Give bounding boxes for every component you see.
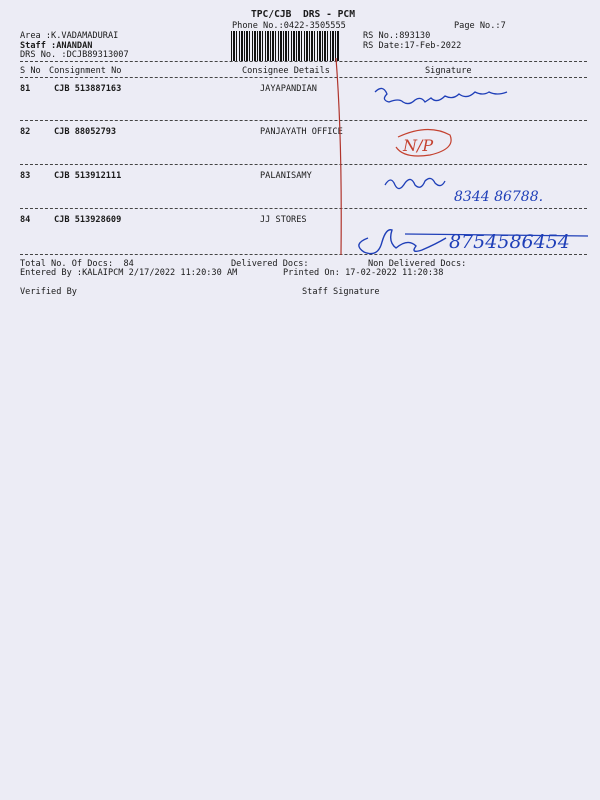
row-consignee: JAYAPANDIAN [260, 84, 317, 94]
printed-on: Printed On: 17-02-2022 11:20:38 [283, 268, 444, 278]
col-header-sno: S No [20, 66, 41, 76]
col-header-signature: Signature [425, 66, 472, 76]
row-sno: 81 [20, 84, 31, 94]
total-docs: Total No. Of Docs: 84 [20, 259, 134, 269]
document-title: TPC/CJB DRS - PCM [251, 9, 355, 20]
row-consignee: PALANISAMY [260, 171, 312, 181]
row-sno: 82 [20, 127, 31, 137]
col-header-consignee: Consignee Details [242, 66, 330, 76]
row-consignee: JJ STORES [260, 215, 307, 225]
drs-number: DRS No. :DCJB89313007 [20, 50, 129, 60]
row-consignment: CJB 513887163 [54, 84, 122, 94]
non-delivered-docs: Non Delivered Docs: [368, 259, 467, 269]
row-consignment: CJB 88052793 [54, 127, 117, 137]
delivered-docs: Delivered Docs: [231, 259, 309, 269]
signature-scribble [385, 178, 445, 188]
handwritten-np: N/P [403, 136, 434, 155]
staff-signature: Staff Signature [302, 287, 380, 297]
row-consignment: CJB 513912111 [54, 171, 122, 181]
row-sno: 84 [20, 215, 31, 225]
page-number: Page No.:7 [454, 21, 506, 31]
handwritten-phone: 8344 86788. [454, 189, 544, 205]
red-pen-line [336, 58, 341, 255]
row-consignee: PANJAYATH OFFICE [260, 127, 343, 137]
area-label: Area :K.VADAMADURAI [20, 31, 119, 41]
row-sno: 83 [20, 171, 31, 181]
col-header-consignment: Consignment No [49, 66, 122, 76]
signature-scribble [359, 230, 446, 254]
handwritten-phone: 8754586454 [449, 231, 570, 253]
staff-label: Staff :ANANDAN [20, 41, 93, 51]
verified-by: Verified By [20, 287, 77, 297]
signature-scribble [375, 88, 507, 103]
rs-date: RS Date:17-Feb-2022 [363, 41, 462, 51]
row-consignment: CJB 513928609 [54, 215, 122, 225]
rs-number: RS No.:893130 [363, 31, 431, 41]
phone-number: Phone No.:0422-3505555 [232, 21, 346, 31]
entered-by: Entered By :KALAIPCM 2/17/2022 11:20:30 AM [20, 268, 238, 278]
